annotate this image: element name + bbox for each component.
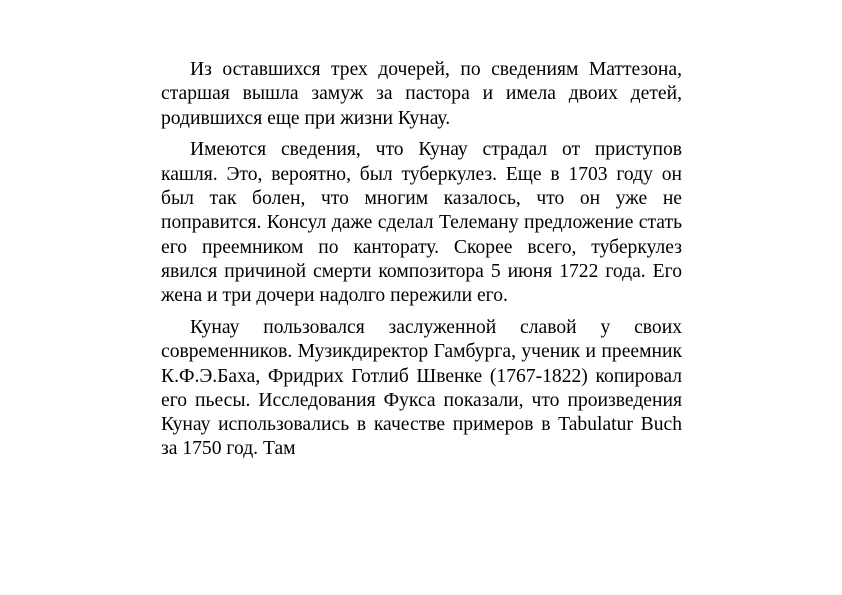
paragraph-1: Из оставшихся трех дочерей, по сведениям Маттезона, старшая вышла замуж за пастора и имела двоих детей, родившихся еще при жизни Кунау. (161, 59, 682, 129)
paragraph-3: Кунау пользовался заслуженной славой у своих современников. Музикдиректор Гамбурга, ученик и преемник К.Ф.Э.Баха, Фридрих Готлиб Швенке (1767-1822) копировал его пьесы. Исследования Фукса показали, что произведения Кунау использовались в качестве примеров в Tabulatur Buch за 1750 год. Там (161, 316, 682, 460)
paragraph-2: Имеются сведения, что Кунау страдал от приступов кашля. Это, вероятно, был туберкулез. Еще в 1703 году он был так болен, что многим казалось, что он уже не поправится. Консул даже сделал Телеману предложение стать его преемником по канторату. Скорее всего, туберкулез явился причиной смерти композитора 5 июня 1722 года. Его жена и три дочери надолго пережили его. (161, 139, 682, 307)
text-column (161, 58, 682, 469)
